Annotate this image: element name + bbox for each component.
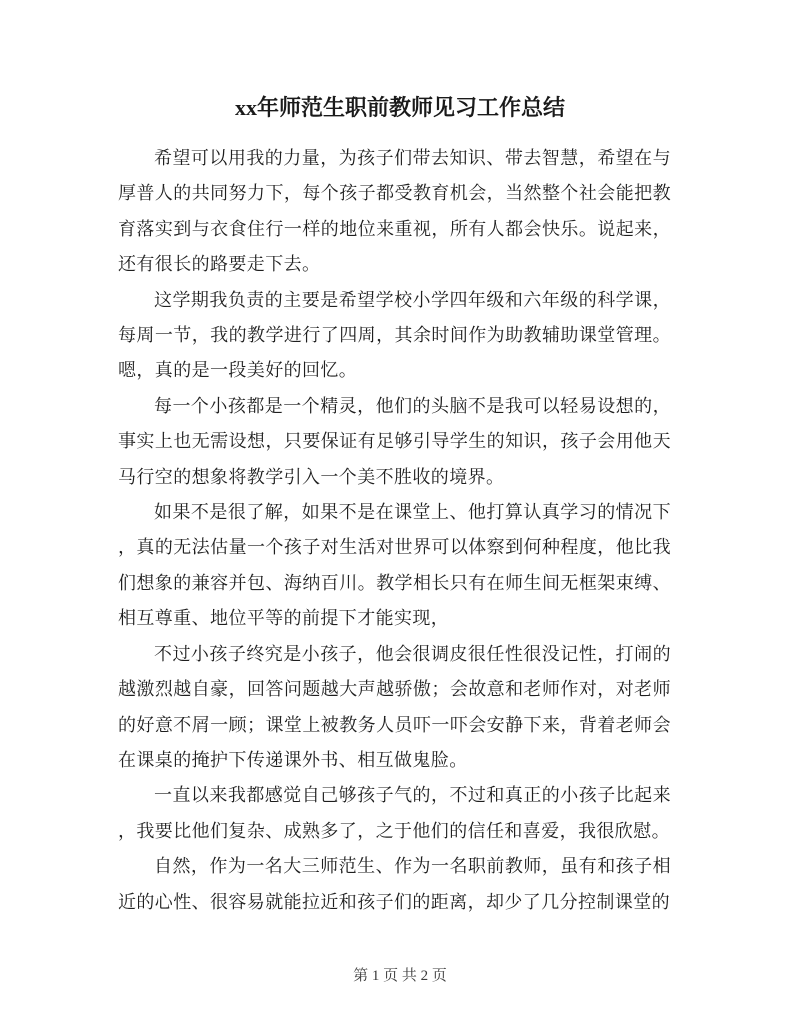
paragraph: 一直以来我都感觉自己够孩子气的，不过和真正的小孩子比起来，我要比他们复杂、成熟多了，之于他们的信任和喜爱，我很欣慰。 xyxy=(118,785,671,841)
paragraph: 自然，作为一名大三师范生、作为一名职前教师，虽有和孩子相近的心性、很容易就能拉近和孩子们的距离，却少了几分控制课堂的 xyxy=(118,856,671,912)
paragraph: 不过小孩子终究是小孩子，他会很调皮很任性很没记性，打闹的越激烈越自豪，回答问题越大声越骄傲；会故意和老师作对，对老师的好意不屑一顾；课堂上被教务人员吓一吓会安静下来，背着老师会在课桌的掩护下传递课外书、相互做鬼脸。 xyxy=(118,643,671,770)
paragraph: 这学期我负责的主要是希望学校小学四年级和六年级的科学课，每周一节，我的教学进行了四周，其余时间作为助教辅助课堂管理。嗯，真的是一段美好的回忆。 xyxy=(118,289,671,381)
page-number-footer: 第 1 页 共 2 页 xyxy=(353,968,447,984)
paragraph: 如果不是很了解，如果不是在课堂上、他打算认真学习的情况下，真的无法估量一个孩子对生活对世界可以体察到何种程度，他比我们想象的兼容并包、海纳百川。教学相长只有在师生间无框架束缚、相互尊重、地位平等的前提下才能实现， xyxy=(118,502,671,629)
document-title: xx年师范生职前教师见习工作总结 xyxy=(234,95,565,120)
paragraph: 每一个小孩都是一个精灵，他们的头脑不是我可以轻易设想的，事实上也无需设想，只要保证有足够引导学生的知识，孩子会用他天马行空的想象将教学引入一个美不胜收的境界。 xyxy=(118,395,671,487)
document-body xyxy=(118,141,671,920)
paragraph: 希望可以用我的力量，为孩子们带去知识、带去智慧，希望在与厚普人的共同努力下，每个孩子都受教育机会，当然整个社会能把教育落实到与衣食住行一样的地位来重视，所有人都会快乐。说起来，还有很长的路要走下去。 xyxy=(118,148,671,275)
